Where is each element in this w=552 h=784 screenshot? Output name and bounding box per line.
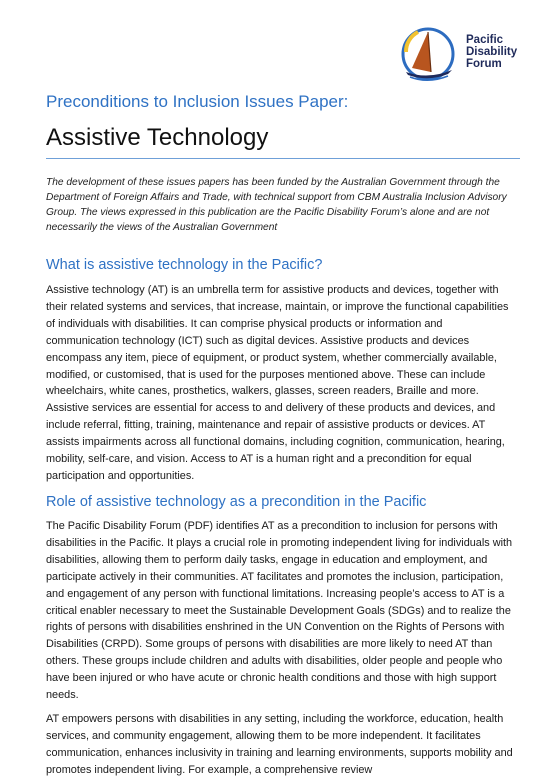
document-title: Assistive Technology	[46, 124, 269, 151]
section-heading-what-is-at: What is assistive technology in the Pacific?	[46, 257, 323, 273]
logo-wordmark: Pacific Disability Forum	[466, 34, 518, 70]
title-divider	[46, 158, 520, 159]
section-paragraph: Assistive technology (AT) is an umbrella term for assistive products and devices, together with their related systems and services, that increase, maintain, or improve the functional capabilities of individuals with disabilities. It can comprise physical products or information and communication technology (ICT) such as digital devices. Assistive products and devices encompass any item, piece of equipment, or product system, whether commercially available, modified, or customised, that is used for the purposes mentioned above. These can include wheelchairs, white canes, prosthetics, walkers, glasses, screen readers, Braille and more. Assistive services are essential for access to and delivery of these products and devices, and include referral, fitting, training, maintenance and repair of assistive products or devices. AT assists impairments across all functional domains, including cognition, communication, hearing, mobility, self-care, and vision. Access to AT is a human right and a precondition for equal participation and opportunities.	[46, 284, 509, 482]
section-paragraph: AT empowers persons with disabilities in any setting, including the workforce, education, health services, and community engagement, allowing them to be more independent. It facilitates communication, enhances inclusivity in training and learning environments, supports mobility and promotes independent living. For example, a comprehensive review	[46, 713, 513, 776]
document-supertitle: Preconditions to Inclusion Issues Paper:	[46, 92, 349, 111]
section-heading-role-of-at: Role of assistive technology as a precondition in the Pacific	[46, 494, 427, 510]
canoe-sail-logo-icon	[398, 22, 462, 86]
section-paragraph: The Pacific Disability Forum (PDF) identifies AT as a precondition to inclusion for persons with disabilities in the Pacific. It plays a crucial role in promoting independent living for individuals with disabilities, allowing them to perform daily tasks, engage in education and employment, and participate actively in their communities. AT facilitates and promotes the inclusion, participation, and engagement of any person with functional limitations. Increasing people’s access to AT is a critical enabler necessary to meet the Sustainable Development Goals (SDGs) and to realize the rights of persons with disabilities enshrined in the UN Convention on the Rights of Persons with Disabilities (CRPD). Some groups of persons with disabilities are more likely to need AT than others. These groups include children and adults with disabilities, older people and people who have been injured or who have acute or chronic health conditions and those with high support needs.	[46, 520, 513, 702]
pdf-logo	[398, 22, 528, 86]
funding-disclaimer: The development of these issues papers has been funded by the Australian Government through the Department of Foreign Affairs and Trade, with technical support from CBM Australia Inclusion Advisory Group. The views expressed in this publication are the Pacific Disability Forum’s alone and are not necessarily the views of the Australian Government	[46, 177, 507, 233]
